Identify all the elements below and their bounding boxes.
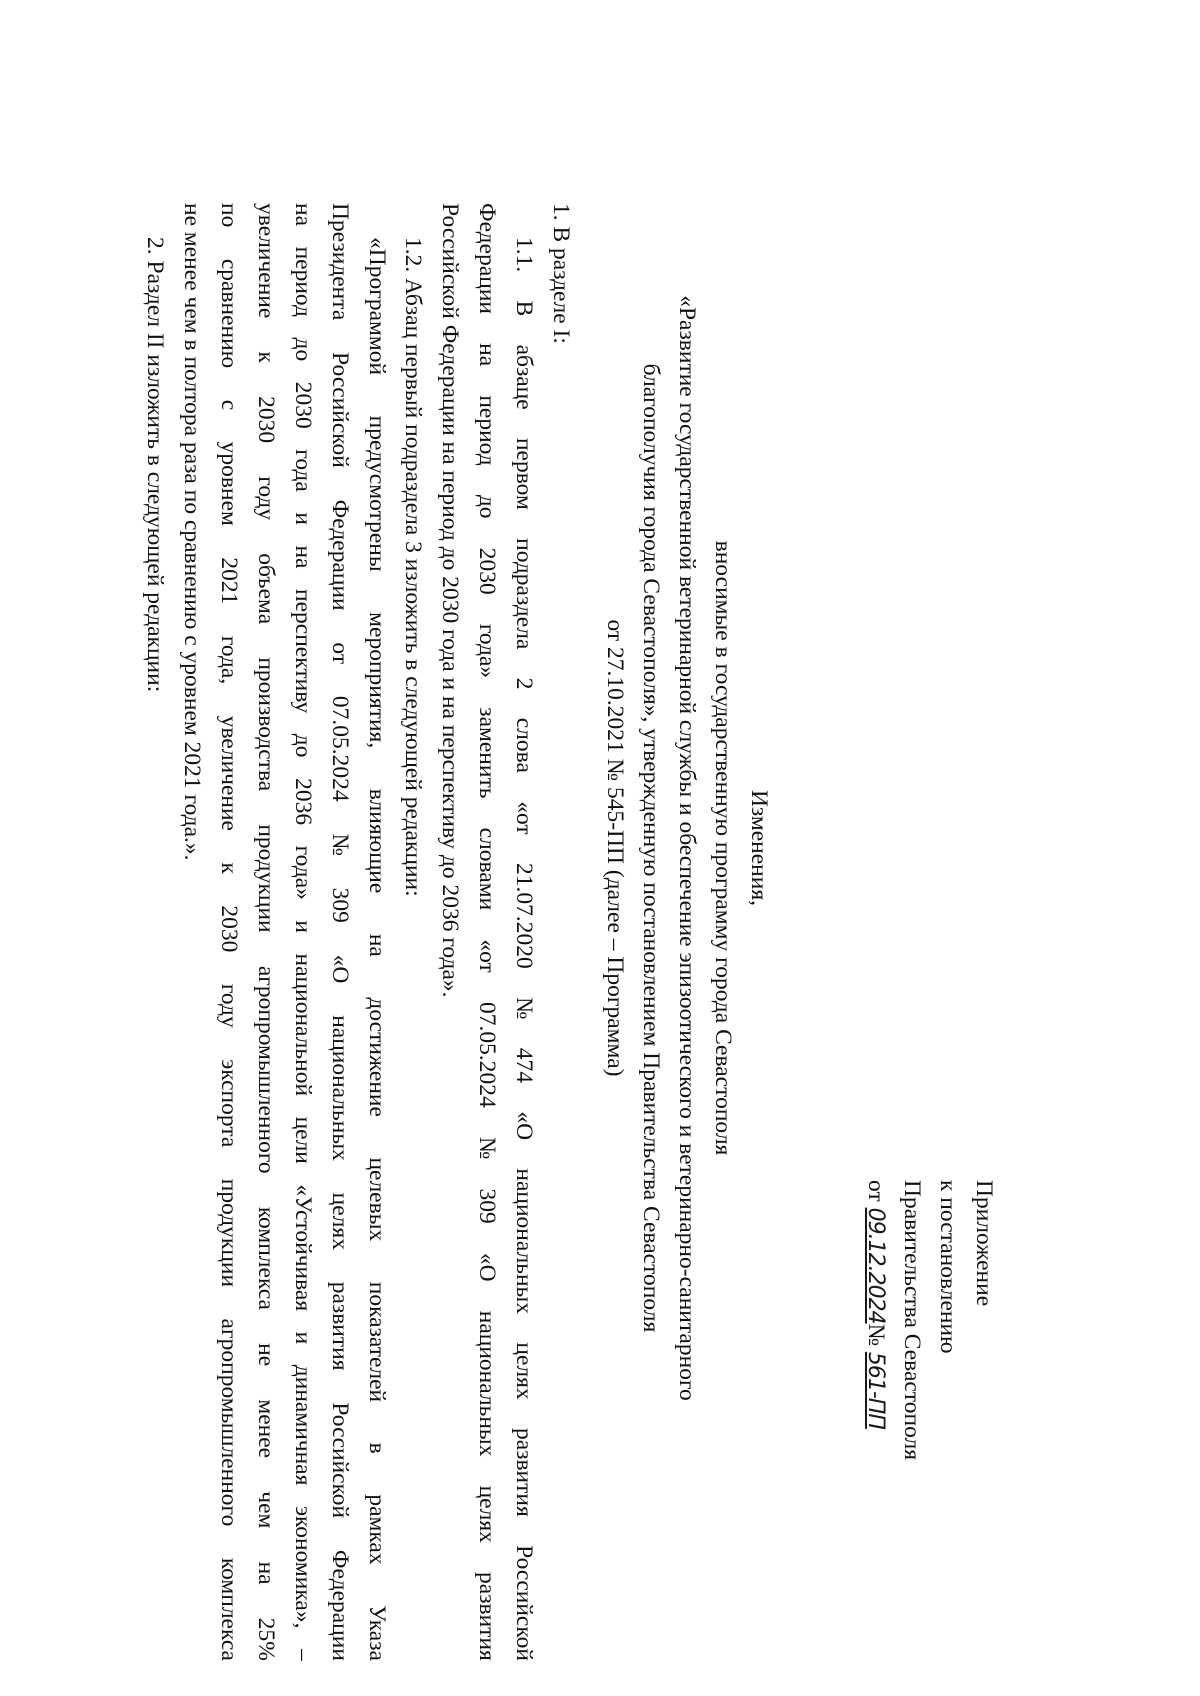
- word: по: [216, 203, 242, 228]
- title-line-3: «Развитие государственной ветеринарной службы и обеспечение эпизоотического и ветеринарно-санитарного: [674, 295, 700, 1401]
- word: №: [327, 833, 353, 856]
- quote-line-5: [217, 203, 241, 1661]
- word: словами: [474, 827, 500, 911]
- word: 25%: [253, 1617, 279, 1661]
- word: Федерации: [327, 1549, 353, 1661]
- word: экономика»,: [290, 1505, 316, 1629]
- word: «Программой: [364, 237, 390, 376]
- word: перспективу: [290, 589, 316, 714]
- word: первом: [511, 437, 537, 510]
- appendix-date-line: [864, 1180, 888, 1429]
- word: уровнем: [216, 441, 242, 526]
- word: Российской: [511, 1545, 537, 1661]
- word: 2036: [290, 778, 316, 826]
- word: и: [290, 512, 316, 525]
- word: к: [216, 862, 242, 874]
- word: «от: [474, 939, 500, 973]
- word: заменить: [474, 707, 500, 799]
- word: Федерации: [474, 203, 500, 314]
- word: года»: [290, 845, 316, 900]
- word: до: [290, 337, 316, 362]
- word: слова: [511, 717, 537, 773]
- word: увеличение: [216, 715, 242, 831]
- word: комплекса: [216, 1557, 242, 1661]
- word: цели: [290, 1116, 316, 1164]
- word: до: [474, 494, 500, 519]
- paragraph-1: 1. В разделе I:: [548, 203, 574, 344]
- word: года,: [216, 635, 242, 685]
- title-line-5: от 27.10.2021 № 545-ПП (далее – Программа): [602, 619, 628, 1077]
- word: Президента: [327, 203, 353, 321]
- word: 2030: [253, 396, 279, 444]
- word: абзаце: [511, 344, 537, 410]
- paragraph-1-1-line-2: [475, 203, 499, 1661]
- word: целях: [511, 1342, 537, 1400]
- word: «Устойчивая: [290, 1184, 316, 1312]
- word: влияющие: [364, 788, 390, 894]
- word: в: [364, 1442, 390, 1454]
- quote-line-3: [291, 203, 315, 1661]
- word: экспорта: [216, 1059, 242, 1148]
- word: 309: [474, 1188, 500, 1224]
- paragraph-1-1-line-3: Российской Федерации на период до 2030 года и на перспективу до 2036 года».: [437, 203, 463, 998]
- quote-line-1: [365, 237, 389, 1661]
- word: 2: [511, 677, 537, 690]
- word: целевых: [364, 1157, 390, 1242]
- handwritten-number: 561-ПП: [863, 1351, 888, 1429]
- word: на: [290, 545, 316, 569]
- word: на: [364, 933, 390, 957]
- word: Российской: [327, 1402, 353, 1519]
- quote-line-6: не менее чем в полтора раза по сравнению с уровнем 2021 года.».: [179, 203, 205, 861]
- word: чем: [253, 1491, 279, 1529]
- word: период: [474, 395, 500, 466]
- word: года»: [474, 623, 500, 679]
- word: «О: [511, 1111, 537, 1141]
- word: и: [290, 920, 316, 933]
- word: комплекса: [253, 1206, 279, 1310]
- appendix-line-1: Приложение: [971, 1180, 997, 1307]
- word: сравнению: [216, 258, 242, 369]
- word: показателей: [364, 1281, 390, 1403]
- word: развития: [327, 1281, 353, 1371]
- word: с: [216, 399, 242, 411]
- word: агропромышленного: [216, 1318, 242, 1527]
- word: «О: [474, 1252, 500, 1282]
- word: менее: [253, 1399, 279, 1459]
- word: Указа: [364, 1605, 390, 1661]
- quote-line-4: [254, 203, 278, 1661]
- word: национальных: [474, 1310, 500, 1457]
- word: 07.05.2024: [474, 1001, 500, 1108]
- word: 309: [327, 887, 353, 923]
- appendix-line-2: к постановлению: [935, 1180, 961, 1354]
- word: году: [216, 983, 242, 1028]
- word: на: [474, 343, 500, 367]
- word: Российской: [327, 352, 353, 468]
- word: целях: [474, 1485, 500, 1543]
- date-prefix: от: [863, 1180, 889, 1202]
- word: национальных: [327, 1015, 353, 1161]
- word: достижение: [364, 997, 390, 1117]
- paragraph-1-2: 1.2. Абзац первый подраздела 3 изложить в следующей редакции:: [400, 237, 426, 897]
- word: В: [511, 300, 537, 317]
- word: динамичная: [290, 1364, 316, 1486]
- word: 2030: [474, 547, 500, 595]
- word: на: [253, 1561, 279, 1585]
- word: период: [290, 246, 316, 317]
- word: №: [474, 1136, 500, 1160]
- word: продукции: [253, 824, 279, 933]
- word: предусмотрены: [364, 415, 390, 572]
- word: 21.07.2020: [511, 862, 537, 969]
- word: года: [290, 449, 316, 492]
- word: «О: [327, 954, 353, 984]
- word: от: [327, 642, 353, 665]
- title-line-2: вносимые в государственную программу города Севастополя: [710, 540, 736, 1156]
- word: национальных: [511, 1168, 537, 1315]
- word: производства: [253, 657, 279, 792]
- word: развития: [474, 1572, 500, 1661]
- word: национальной: [290, 953, 316, 1097]
- word: развития: [511, 1427, 537, 1517]
- word: агропромышленного: [253, 965, 279, 1174]
- word: на: [290, 203, 316, 227]
- word: 2030: [290, 381, 316, 429]
- word: 2030: [216, 905, 242, 953]
- word: «от: [511, 801, 537, 835]
- word: целях: [327, 1192, 353, 1250]
- word: увеличение: [253, 203, 279, 319]
- handwritten-date: 09.12.2024: [863, 1207, 888, 1324]
- word: и: [290, 1331, 316, 1345]
- word: продукции: [216, 1178, 242, 1288]
- word: 07.05.2024: [327, 695, 353, 802]
- word: до: [290, 733, 316, 758]
- word: мероприятия,: [364, 612, 390, 749]
- word: –: [290, 1649, 316, 1661]
- number-prefix: №: [863, 1323, 889, 1346]
- word: рамках: [364, 1494, 390, 1565]
- paragraph-1-1-line-1: [512, 237, 536, 1661]
- word: объема: [253, 553, 279, 625]
- word: 2021: [216, 557, 242, 605]
- title-line-1: Изменения,: [746, 789, 772, 907]
- appendix-line-3: Правительства Севастополя: [899, 1180, 925, 1461]
- quote-line-2: [328, 203, 352, 1661]
- word: 1.1.: [511, 237, 537, 273]
- paragraph-2: 2. Раздел II изложить в следующей редакции:: [142, 237, 168, 693]
- word: 474: [511, 1047, 537, 1084]
- word: подраздела: [511, 538, 537, 650]
- word: году: [253, 476, 279, 521]
- title-line-4: благополучия города Севастополя», утвержденную постановлением Правительства Севастополя: [638, 363, 664, 1333]
- word: №: [511, 997, 537, 1020]
- word: к: [253, 351, 279, 363]
- word: не: [253, 1343, 279, 1367]
- word: Федерации: [327, 499, 353, 611]
